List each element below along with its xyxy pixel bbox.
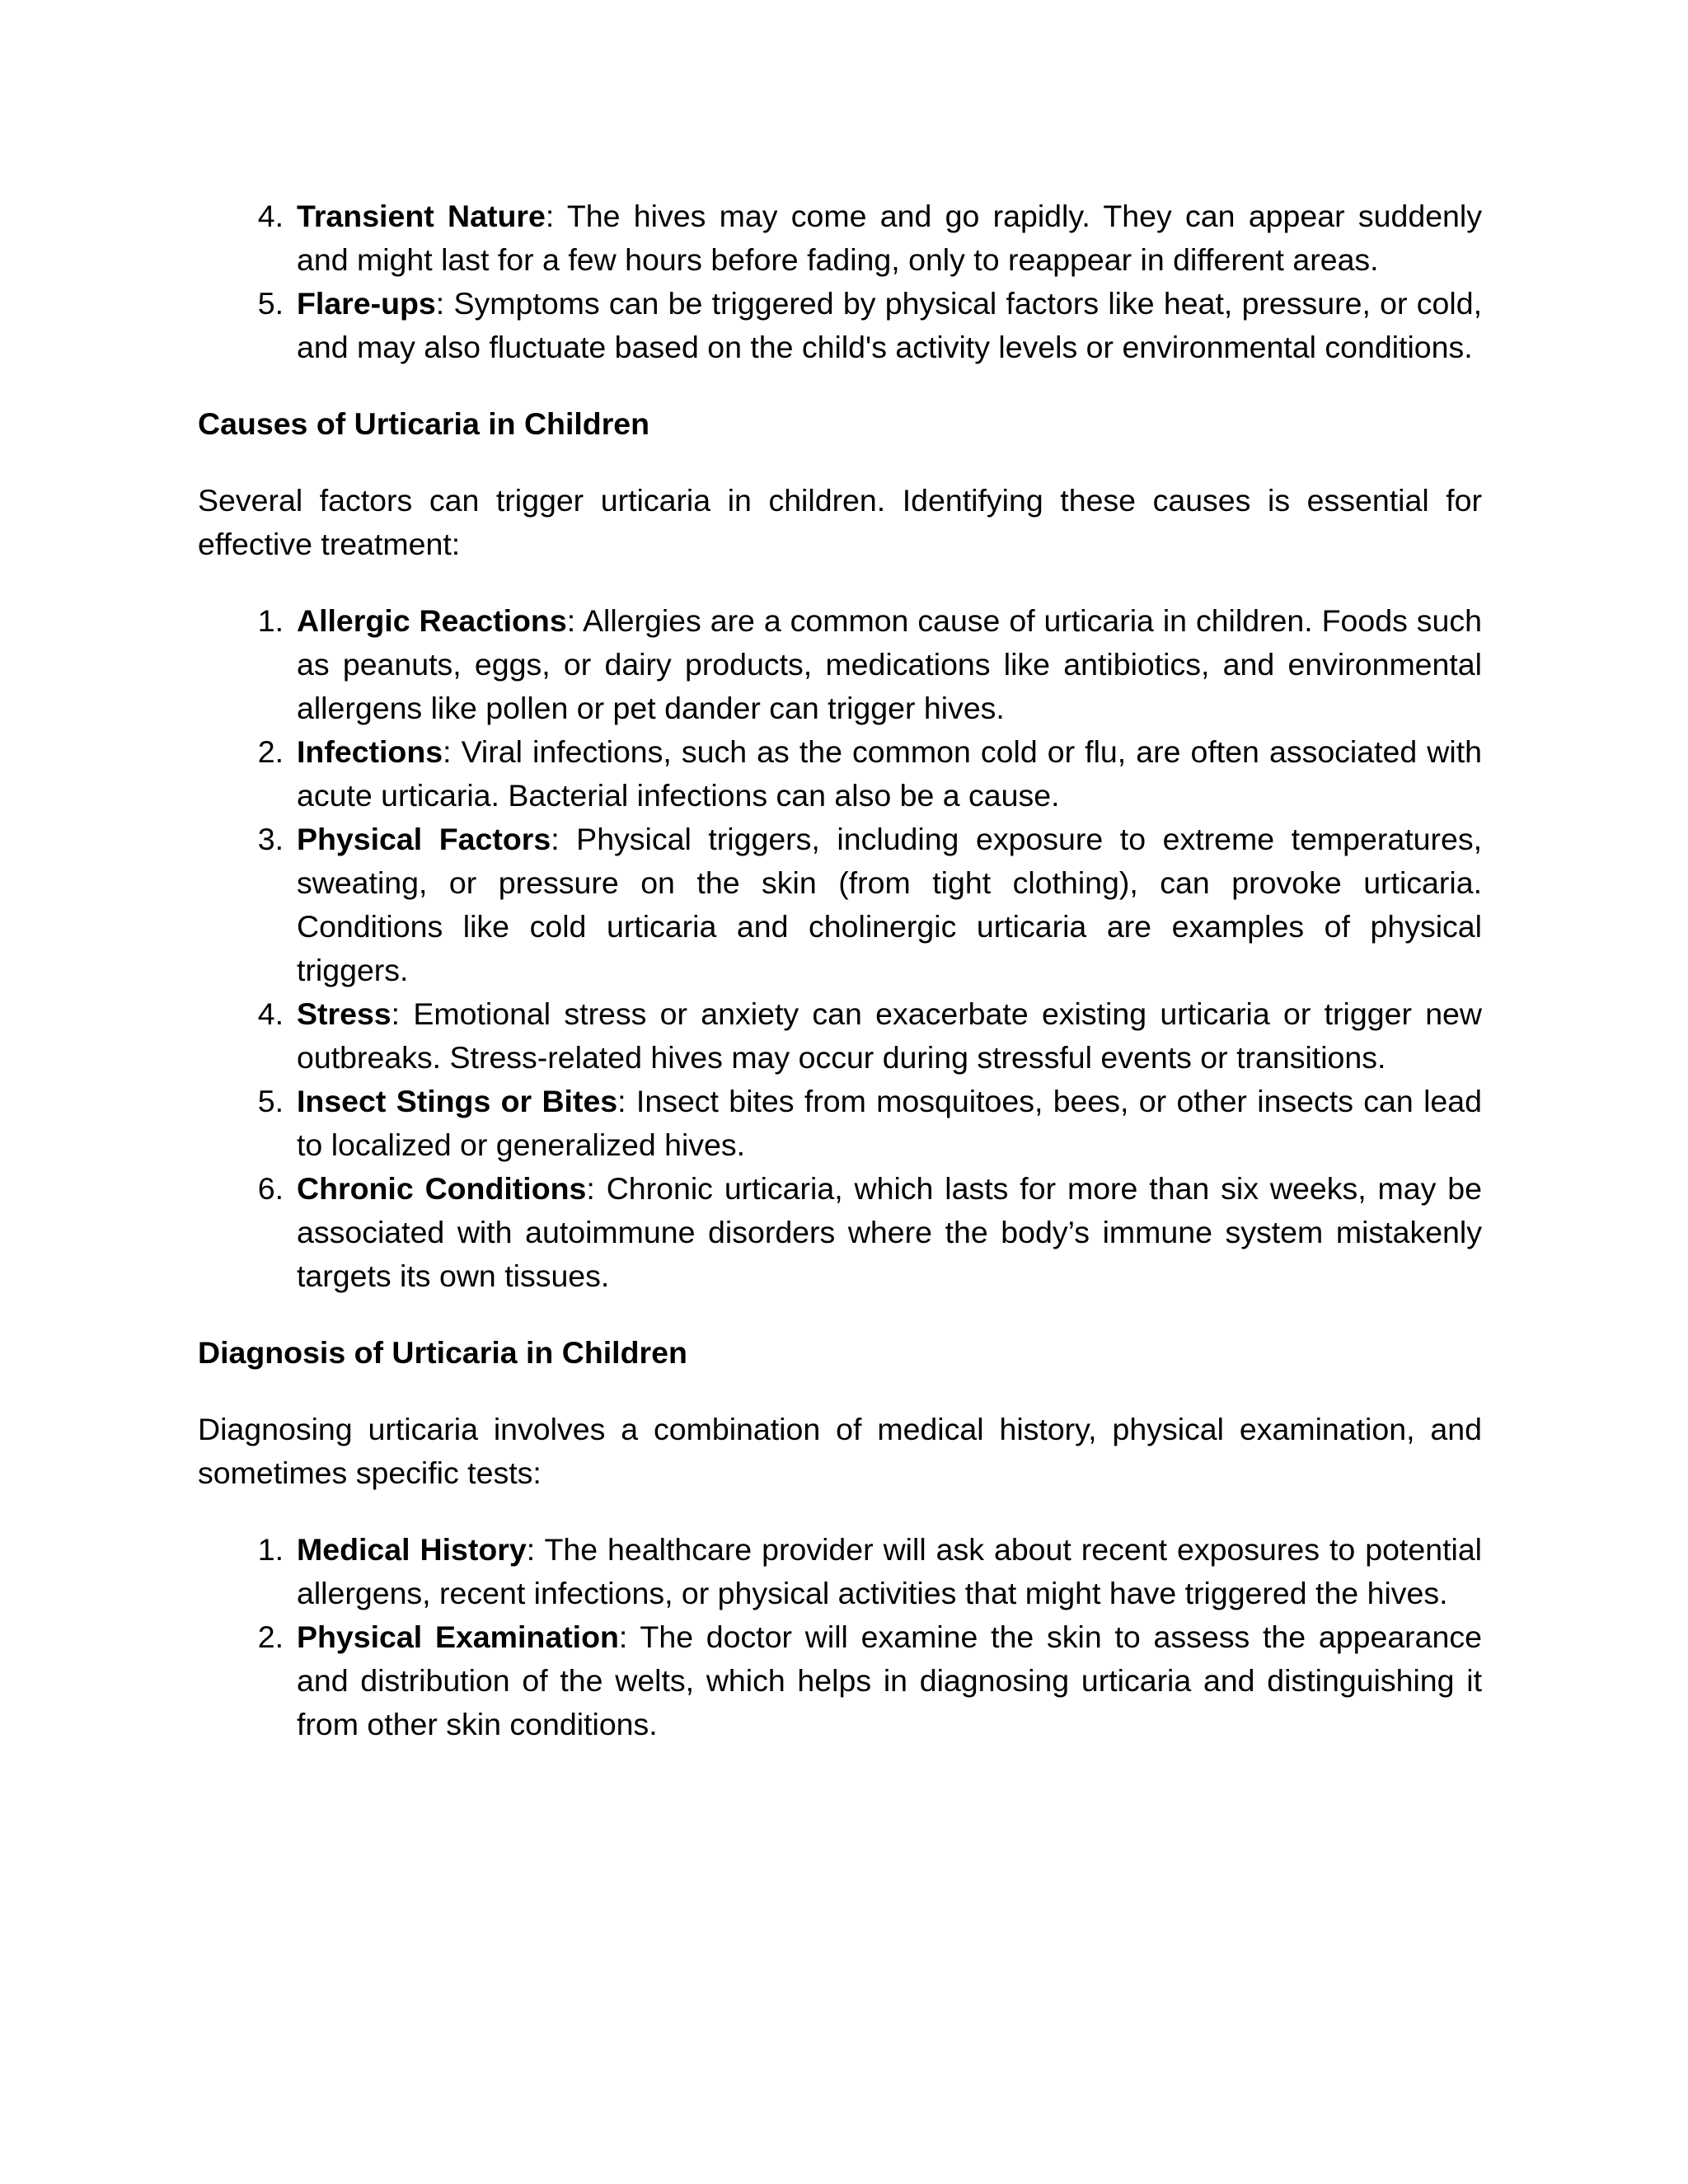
list-item-label: Chronic Conditions: [297, 1171, 587, 1206]
list-item-text: : The healthcare provider will ask about recent exposures to potential allergens, recent infections, or physical activities that might have triggered the hives.: [297, 1532, 1483, 1610]
list-item: [198, 282, 1482, 369]
list-item-text: : Insect bites from mosquitoes, bees, or other insects can lead to localized or generalized hives.: [297, 1084, 1482, 1162]
list-item: [198, 1528, 1482, 1615]
symptoms-list-continued: [198, 194, 1482, 369]
list-number: 2.: [257, 734, 284, 769]
list-item-text: : The doctor will examine the skin to assess the appearance and distribution of the welts, which helps in diagnosing urticaria and distinguishing it from other skin conditions.: [297, 1619, 1482, 1741]
causes-list: [198, 599, 1482, 1298]
list-number: 1.: [257, 603, 284, 638]
list-item-text: : Symptoms can be triggered by physical factors like heat, pressure, or cold, and may also fluctuate based on the child's activity levels or environmental conditions.: [297, 286, 1482, 364]
diagnosis-heading: Diagnosis of Urticaria in Children: [198, 1335, 687, 1370]
list-item: [198, 730, 1482, 818]
list-item-text: : Allergies are a common cause of urticaria in children. Foods such as peanuts, eggs, or dairy products, medications like antibiotics, and environmental allergens like pollen or pet dander can trigger hives.: [297, 603, 1482, 725]
list-number: 6.: [257, 1171, 284, 1206]
list-item: [198, 194, 1482, 282]
list-item: [198, 818, 1482, 992]
list-item-label: Allergic Reactions: [297, 603, 567, 638]
list-number: 3.: [257, 822, 284, 856]
document-page: [198, 194, 1482, 1746]
list-item-text: : Viral infections, such as the common cold or flu, are often associated with acute urticaria. Bacterial infections can also be a cause.: [297, 734, 1482, 813]
list-item: [198, 1167, 1482, 1298]
list-number: 5.: [257, 1084, 284, 1118]
causes-heading: Causes of Urticaria in Children: [198, 406, 650, 441]
list-item-label: Insect Stings or Bites: [297, 1084, 618, 1118]
list-item: [198, 1080, 1482, 1167]
list-item-label: Transient Nature: [297, 199, 546, 233]
list-item-label: Physical Factors: [297, 822, 551, 856]
list-item-label: Stress: [297, 996, 392, 1031]
list-item-label: Flare-ups: [297, 286, 436, 321]
diagnosis-list: [198, 1528, 1482, 1746]
list-item-text: : Physical triggers, including exposure to extreme temperatures, sweating, or pressure on the skin (from tight clothing), can provoke urticaria. Conditions like cold urticaria and cholinergic urticaria are examples of physical triggers.: [297, 822, 1482, 987]
list-item-text: : The hives may come and go rapidly. They can appear suddenly and might last for a few hours before fading, only to reappear in different areas.: [297, 199, 1482, 277]
list-item-label: Physical Examination: [297, 1619, 619, 1654]
list-number: 5.: [257, 286, 284, 321]
diagnosis-intro: Diagnosing urticaria involves a combination of medical history, physical examination, and sometimes specific tests:: [198, 1412, 1482, 1490]
list-item: [198, 599, 1482, 730]
list-item-text: : Emotional stress or anxiety can exacerbate existing urticaria or trigger new outbreaks. Stress-related hives may occur during stressful events or transitions.: [297, 996, 1482, 1075]
list-item-label: Infections: [297, 734, 443, 769]
list-item-label: Medical History: [297, 1532, 527, 1567]
list-number: 4.: [257, 199, 284, 233]
list-number: 4.: [257, 996, 284, 1031]
causes-intro: Several factors can trigger urticaria in children. Identifying these causes is essential for effective treatment:: [198, 483, 1482, 561]
list-item: [198, 1615, 1482, 1746]
list-number: 2.: [257, 1619, 284, 1654]
list-item-text: : Chronic urticaria, which lasts for more than six weeks, may be associated with autoimmune disorders where the body’s immune system mistakenly targets its own tissues.: [297, 1171, 1482, 1293]
list-number: 1.: [257, 1532, 284, 1567]
list-item: [198, 992, 1482, 1080]
